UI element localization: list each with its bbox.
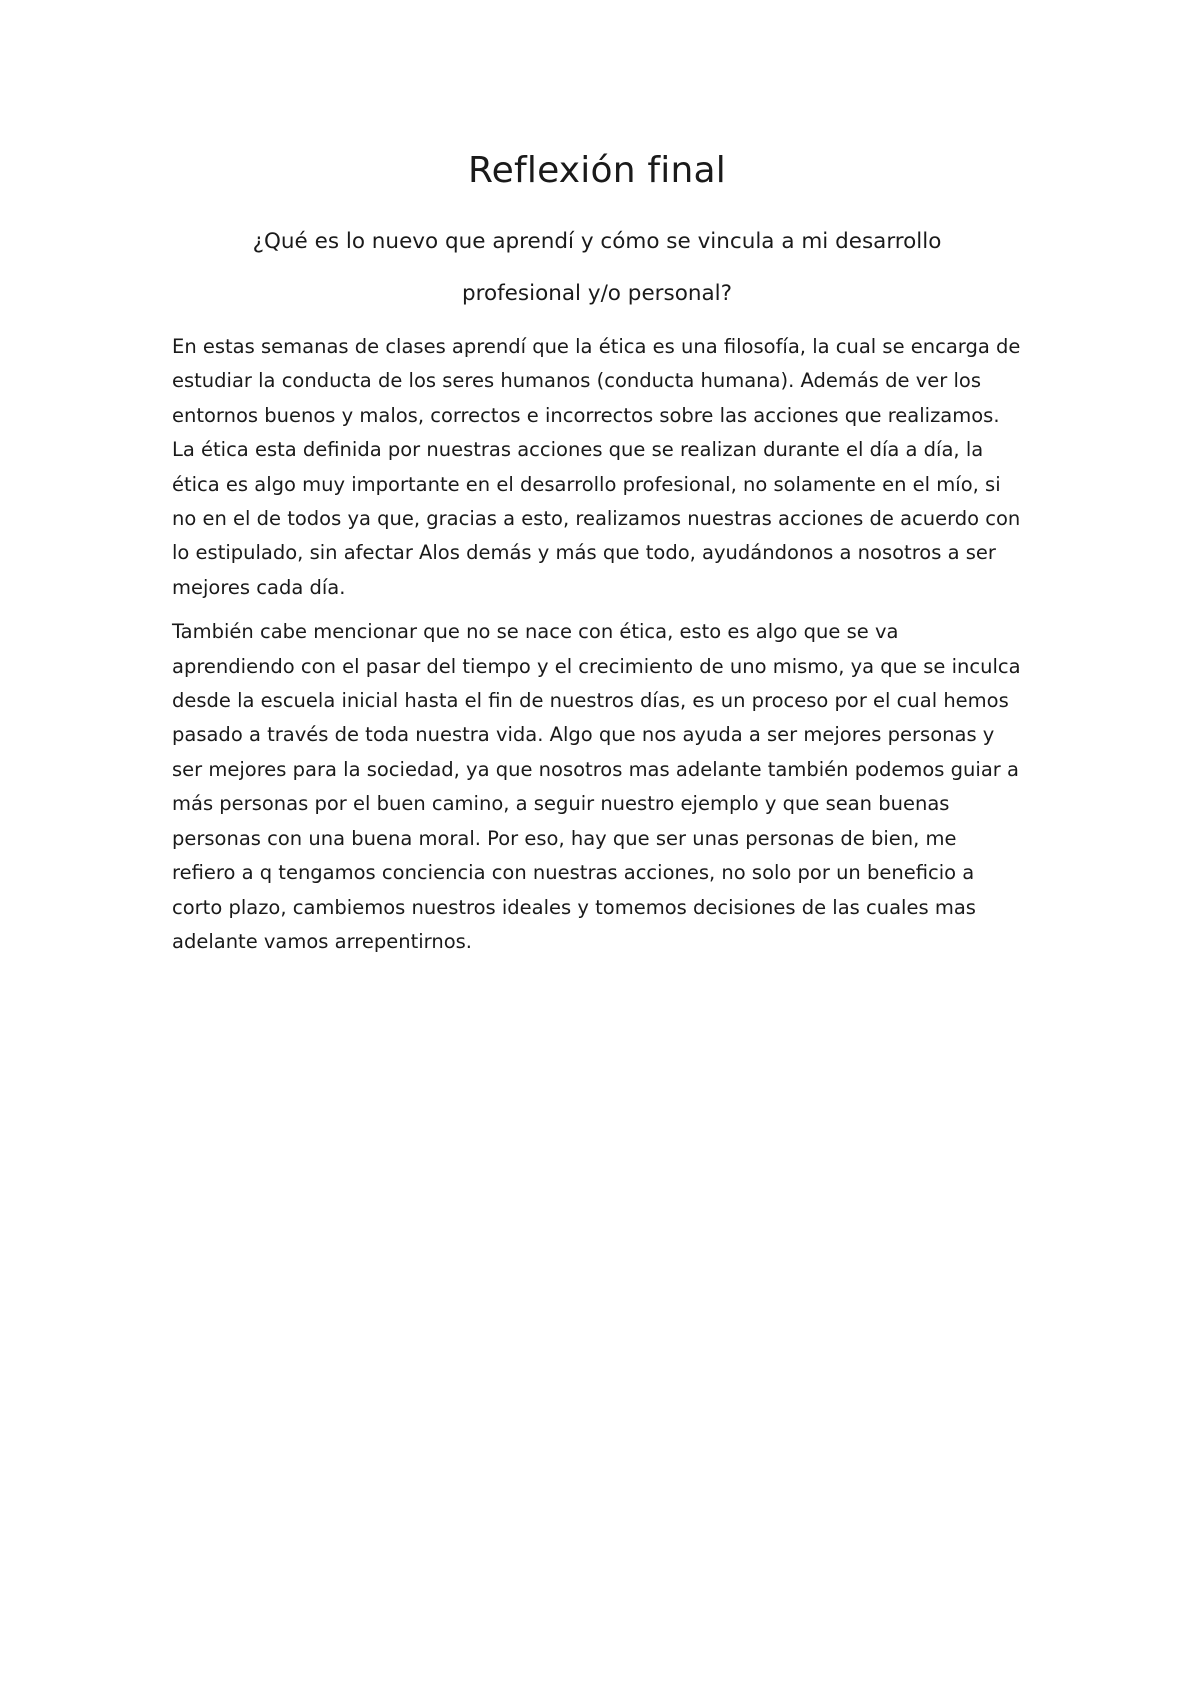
paragraph-1: En estas semanas de clases aprendí que la ética es una filosofía, la cual se encarga de estudiar la conducta de los seres humanos (conducta humana). Además de ver los entornos buenos y malos, correctos e incorrectos sobre las acciones que realizamos. La ética esta definida por nuestras acciones que se realizan durante el día a día, la ética es algo muy importante en el desarrollo profesional, no solamente en el mío, si no en el de todos ya que, gracias a esto, realizamos nuestras acciones de acuerdo con lo estipulado, sin afectar Alos demás y más que todo, ayudándonos a nosotros a ser mejores cada día. <box>172 335 1021 599</box>
document-title: Reflexión final <box>468 150 726 191</box>
document-body <box>172 148 1022 969</box>
reflection-question: ¿Qué es lo nuevo que aprendí y cómo se vincula a mi desarrollo profesional y/o personal? <box>252 229 942 306</box>
paragraph-2: También cabe mencionar que no se nace con ética, esto es algo que se va aprendiendo con el pasar del tiempo y el crecimiento de uno mismo, ya que se inculca desde la escuela inicial hasta el fin de nuestros días, es un proceso por el cual hemos pasado a través de toda nuestra vida. Algo que nos ayuda a ser mejores personas y ser mejores para la sociedad, ya que nosotros mas adelante también podemos guiar a más personas por el buen camino, a seguir nuestro ejemplo y que sean buenas personas con una buena moral. Por eso, hay que ser unas personas de bien, me refiero a q tengamos conciencia con nuestras acciones, no solo por un beneficio a corto plazo, cambiemos nuestros ideales y tomemos decisiones de las cuales mas adelante vamos arrepentirnos. <box>172 620 1021 953</box>
